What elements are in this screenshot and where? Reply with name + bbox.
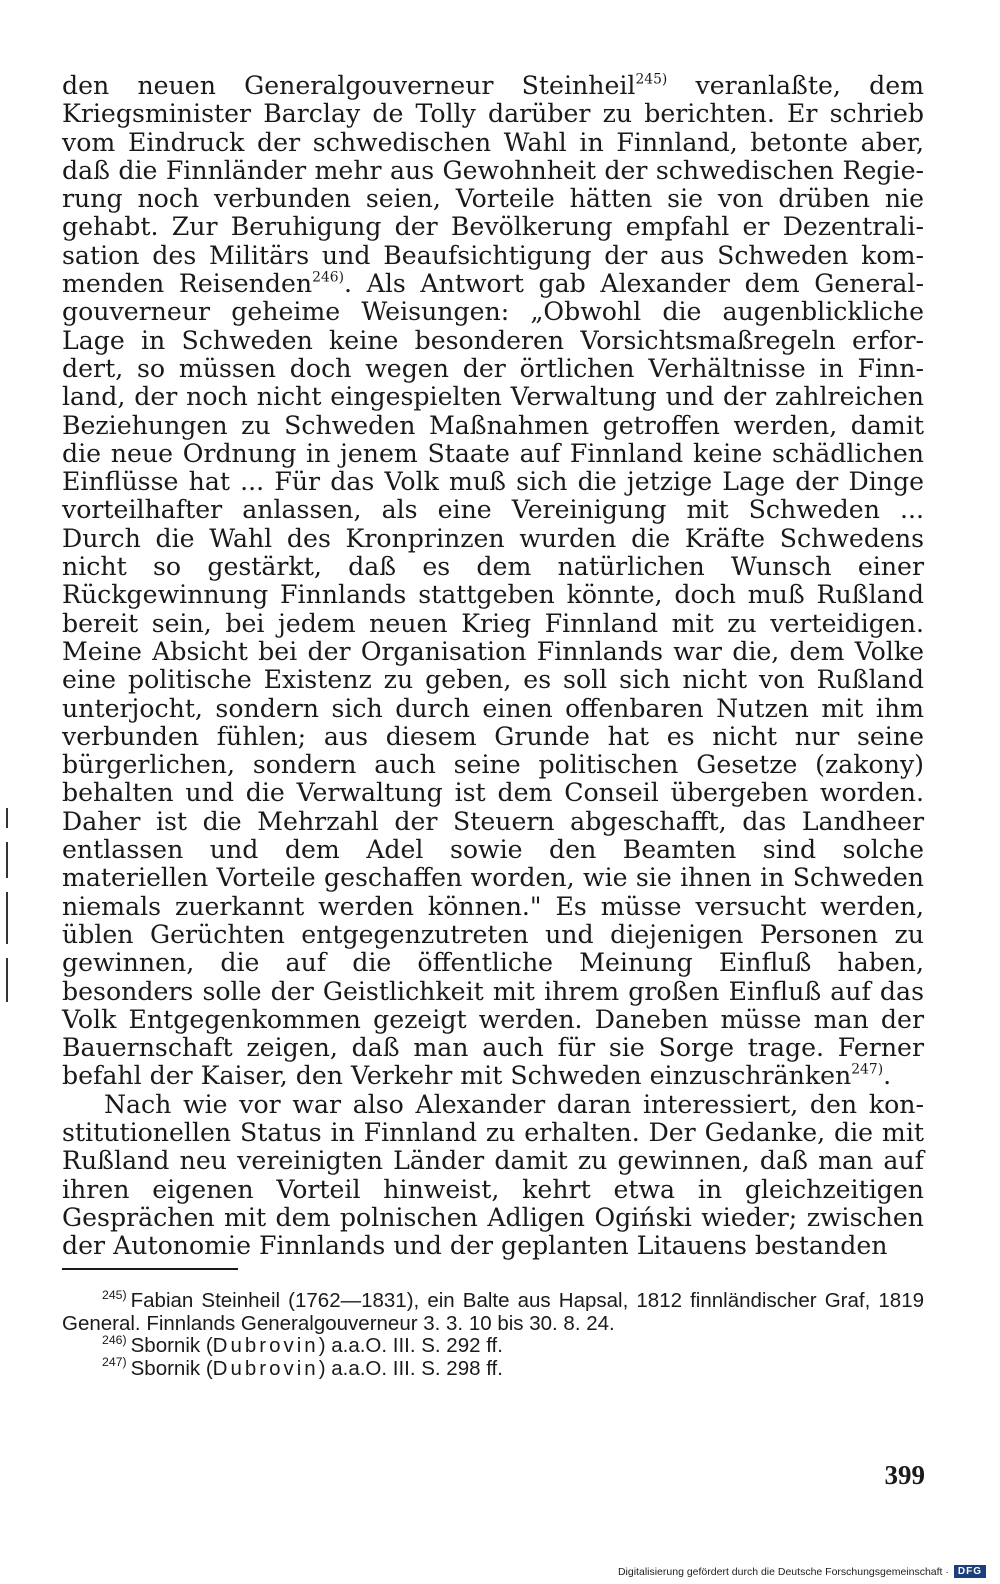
footnote-number: 247) — [102, 1355, 127, 1370]
dfg-logo-icon: DFG — [954, 1565, 986, 1578]
footnote-text-pre: Sbornik ( — [130, 1334, 213, 1358]
page — [62, 72, 924, 1380]
paragraph-1-part-2: veranlaßte, dem Kriegsminister Barclay de Tolly darüber zu berichten. Er schrieb vom Eindruck der schwedischen Wahl in Finnland, betonte aber, daß die Finnländer mehr aus Gewohnheit der schwedischen Regierung noch verbunden seien, Vorteile hätten sie von drüben nie gehabt. Zur Beruhigung der Bevölkerung empfahl er Dezentralisation des Militärs und Beaufsichtigung der aus Schweden kommenden Reisenden — [62, 71, 924, 299]
footnote-ref-247: 247) — [851, 1062, 884, 1078]
footnote-author-spaced: Dubrovin — [212, 1356, 319, 1380]
paragraph-1-part-1: den neuen Generalgouverneur Steinheil — [62, 71, 636, 100]
page-number: 399 — [884, 1460, 925, 1490]
footnotes — [62, 1287, 924, 1380]
paragraph-1-part-4: . — [883, 1061, 892, 1091]
credit-text: Digitalisierung gefördert durch die Deutsche Forschungsgemeinschaft · — [617, 1565, 949, 1578]
footnote-number: 245) — [102, 1287, 127, 1302]
footnote-245 — [62, 1287, 924, 1335]
footnote-author-spaced: Dubrovin — [212, 1334, 319, 1358]
paragraph-1 — [62, 72, 924, 1091]
main-text — [62, 72, 924, 1260]
footnote-text: Fabian Steinheil (1762—1831), ein Balte aus Hapsal, 1812 finnländischer Graf, 1819 General. Finnlands Generalgouverneur 3. 3. 10 bis 30. 8. 24. — [62, 1289, 924, 1335]
footnote-text-post: ) a.a.O. III. S. 292 ff. — [318, 1334, 503, 1358]
margin-scan-marks — [6, 808, 9, 1038]
footnote-text-pre: Sbornik ( — [130, 1356, 213, 1380]
footnote-246 — [62, 1332, 924, 1358]
footnote-ref-245: 245) — [635, 71, 668, 88]
digitization-credit — [618, 1565, 986, 1578]
footnote-text-post: ) a.a.O. III. S. 298 ff. — [318, 1356, 503, 1380]
footnote-247 — [62, 1355, 924, 1381]
footnote-divider — [62, 1268, 238, 1270]
footnote-ref-246: 246) — [312, 269, 344, 286]
footnote-number: 246) — [102, 1332, 127, 1347]
paragraph-2: Nach wie vor war also Alexander daran interessiert, den konstitutionellen Status in Finnland zu erhalten. Der Gedanke, die mit Rußland neu vereinigten Länder damit zu gewinnen, daß man auf ihren eigenen Vorteil hinweist, kehrt etwa in gleichzeitigen Gesprächen mit dem polnischen Adligen Ogiński wieder; zwischen der Autonomie Finnlands und der geplanten Litauens bestanden — [62, 1089, 924, 1261]
paragraph-1-part-3: . Als Antwort gab Alexander dem Generalgouverneur geheime Weisungen: „Obwohl die augenblickliche Lage in Schweden keine besonderen Vorsichtsmaßregeln erfordert, so müssen doch wegen der örtlichen Verhältnisse in Finnland, der noch nicht eingespielten Verwaltung und der zahlreichen Beziehungen zu Schweden Maßnahmen getroffen werden, damit die neue Ordnung in jenem Staate auf Finnland keine schädlichen Einflüsse hat ... Für das Volk muß sich die jetzige Lage der Dinge vorteilhafter anlassen, als eine Vereinigung mit Schweden ... Durch die Wahl des Kronprinzen wurden die Kräfte Schwedens nicht so gestärkt, daß es dem natürlichen Wunsch einer Rückgewinnung Finnlands stattgeben könnte, doch muß Rußland bereit sein, bei jedem neuen Krieg Finnland mit zu verteidigen. Meine Absicht bei der Organisation Finnlands war die, dem Volke eine politische Existenz zu geben, es soll sich nicht von Rußland unterjocht, sondern sich durch einen offenbaren Nutzen mit ihm verbunden fühlen; aus diesem Grunde hat es nicht nur seine bürgerlichen, sondern auch seine politischen Gesetze (zakony) behalten und die Verwaltung ist dem Conseil übergeben worden. Daher ist die Mehrzahl der Steuern abgeschafft, das Landheer entlassen und dem Adel sowie den Beamten sind solche materiellen Vorteile geschaffen worden, wie sie ihnen in Schweden niemals zuerkannt werden können." Es müsse versucht werden, üblen Gerüchten entgegenzutreten und diejenigen Personen zu gewinnen, die auf die öffentliche Meinung Einfluß haben, besonders solle der Geistlichkeit mit ihrem großen Einfluß auf das Volk Entgegenkommen gezeigt werden. Daneben müsse man der Bauernschaft zeigen, daß man auch für sie Sorge trage. Ferner befahl der Kaiser, den Verkehr mit Schweden einzuschränken — [62, 269, 924, 1091]
